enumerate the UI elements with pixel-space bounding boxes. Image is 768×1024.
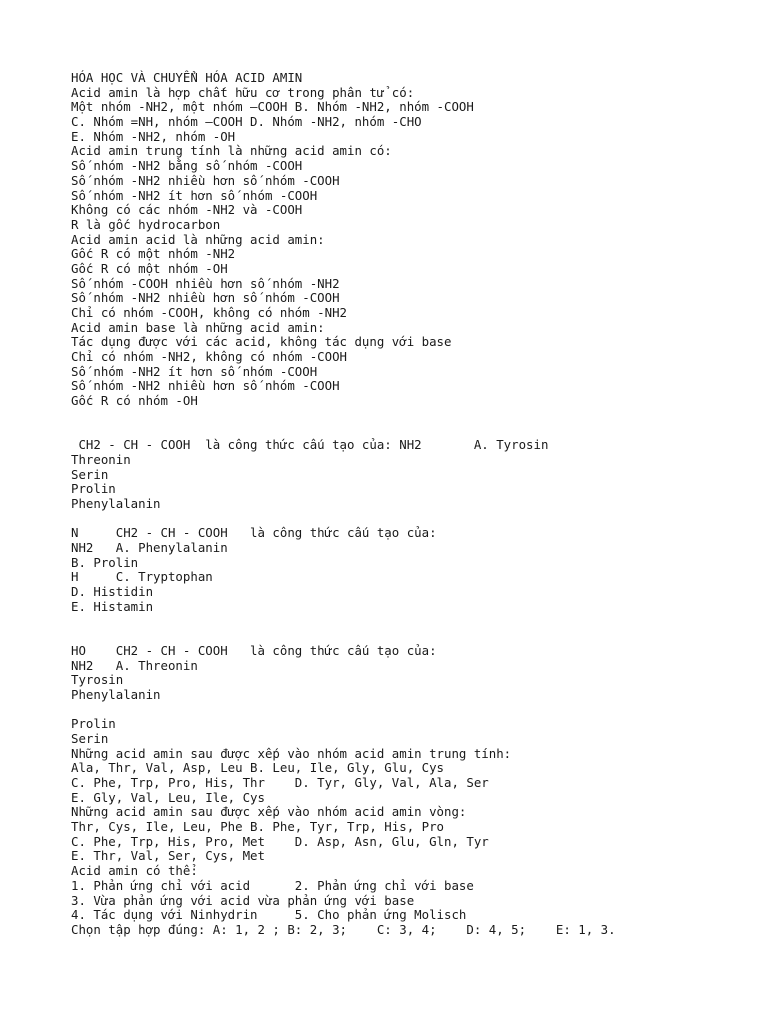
text-line: R là gốc hydrocarbon	[71, 216, 221, 232]
text-line: E. Gly, Val, Leu, Ile, Cys	[71, 789, 265, 805]
text-line: Phenylalanin	[71, 495, 161, 511]
text-line: N CH2 - CH - COOH là công thức cấu tạo của:	[71, 525, 437, 541]
text-line: Prolin	[71, 716, 116, 732]
document-body	[71, 71, 751, 938]
text-line: CH2 - CH - COOH là công thức cấu tạo của: NH2 A. Tyrosin	[71, 437, 549, 453]
text-line: E. Nhóm -NH2, nhóm -OH	[71, 128, 236, 144]
text-line: Thr, Cys, Ile, Leu, Phe B. Phe, Tyr, Trp, His, Pro	[71, 819, 444, 835]
text-line: Số nhóm -NH2 nhiều hơn số nhóm -COOH	[71, 378, 340, 394]
text-line: E. Thr, Val, Ser, Cys, Met	[71, 848, 265, 864]
text-line: 4. Tác dụng với Ninhydrin 5. Cho phản ứng Molisch	[71, 907, 467, 923]
text-line: E. Histamin	[71, 598, 154, 614]
text-line: Số nhóm -NH2 bằng số nhóm -COOH	[71, 158, 303, 174]
text-line: Số nhóm -NH2 nhiều hơn số nhóm -COOH	[71, 290, 340, 306]
text-line: C. Phe, Trp, His, Pro, Met D. Asp, Asn, Glu, Gln, Tyr	[71, 833, 489, 849]
text-line	[71, 424, 751, 439]
text-line: Acid amin acid là những acid amin:	[71, 231, 325, 247]
text-line: Acid amin có thể:	[71, 863, 198, 879]
text-line: NH2 A. Threonin	[71, 657, 198, 673]
text-line: H C. Tryptophan	[71, 569, 213, 585]
text-line: Gốc R có nhóm -OH	[71, 393, 198, 409]
text-line: Acid amin base là những acid amin:	[71, 319, 325, 335]
text-line	[71, 614, 751, 629]
text-line: Số nhóm -NH2 ít hơn số nhóm -COOH	[71, 363, 318, 379]
text-line: HO CH2 - CH - COOH là công thức cấu tạo của:	[71, 642, 437, 658]
text-line: Phenylalanin	[71, 686, 161, 702]
text-line: Serin	[71, 730, 109, 746]
text-line: Prolin	[71, 481, 116, 497]
text-line: Gốc R có một nhóm -OH	[71, 260, 228, 276]
text-line	[71, 629, 751, 644]
text-line: Serin	[71, 466, 109, 482]
page-title: HÓA HỌC VÀ CHUYỂN HÓA ACID AMIN	[71, 70, 303, 85]
text-line: Acid amin trung tính là những acid amin có:	[71, 143, 392, 159]
text-line: Chỉ có nhóm -NH2, không có nhóm -COOH	[71, 349, 348, 365]
text-line	[71, 512, 751, 527]
text-line: Chọn tập hợp đúng: A: 1, 2 ; B: 2, 3; C: 3, 4; D: 4, 5; E: 1, 3.	[71, 921, 616, 937]
text-line: Số nhóm -NH2 ít hơn số nhóm -COOH	[71, 187, 318, 203]
text-line: Acid amin là hợp chất hữu cơ trong phân tử có:	[71, 84, 415, 100]
text-line: Chỉ có nhóm -COOH, không có nhóm -NH2	[71, 305, 348, 320]
text-line: C. Phe, Trp, Pro, His, Thr D. Tyr, Gly, Val, Ala, Ser	[71, 775, 489, 790]
text-line: 1. Phản ứng chỉ với acid 2. Phản ứng chỉ với base	[71, 877, 474, 893]
text-line	[71, 703, 751, 718]
text-line: Không có các nhóm -NH2 và -COOH	[71, 202, 303, 218]
text-line: Những acid amin sau được xếp vào nhóm acid amin trung tính:	[71, 745, 512, 761]
text-line: 3. Vừa phản ứng với acid vừa phản ứng với base	[71, 892, 415, 908]
text-line: Gốc R có một nhóm -NH2	[71, 246, 236, 262]
text-line: C. Nhóm =NH, nhóm –COOH D. Nhóm -NH2, nhóm -CHO	[71, 114, 422, 130]
text-line: Tác dụng được với các acid, không tác dụng với base	[71, 334, 452, 350]
text-line: Threonin	[71, 451, 131, 467]
text-line: Số nhóm -COOH nhiều hơn số nhóm -NH2	[71, 275, 340, 291]
text-line: NH2 A. Phenylalanin	[71, 540, 228, 555]
text-line: Tyrosin	[71, 672, 124, 688]
text-line: D. Histidin	[71, 584, 154, 600]
text-line: B. Prolin	[71, 554, 139, 570]
text-line: Những acid amin sau được xếp vào nhóm acid amin vòng:	[71, 804, 467, 820]
text-line: Ala, Thr, Val, Asp, Leu B. Leu, Ile, Gly, Glu, Cys	[71, 760, 444, 776]
text-line	[71, 409, 751, 424]
text-line: Số nhóm -NH2 nhiều hơn số nhóm -COOH	[71, 172, 340, 188]
text-line: Một nhóm -NH2, một nhóm –COOH B. Nhóm -NH2, nhóm -COOH	[71, 99, 474, 115]
